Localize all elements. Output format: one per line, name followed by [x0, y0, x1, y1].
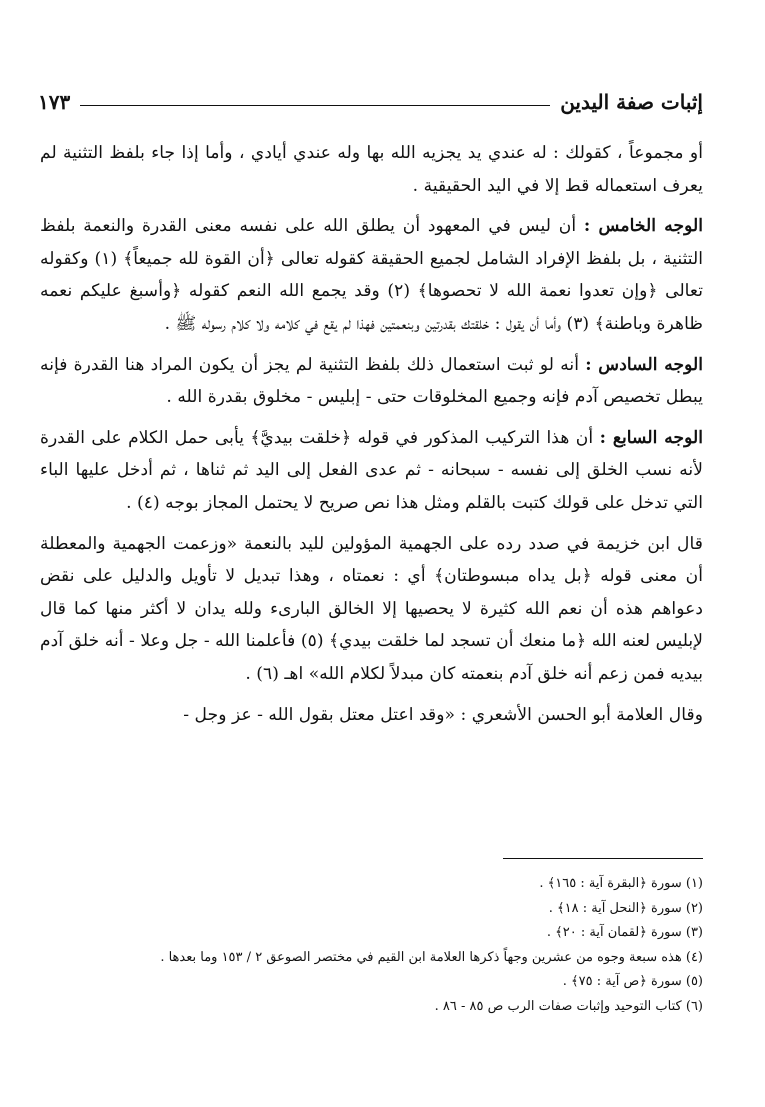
paragraph-lead: الوجه الخامس :	[583, 216, 703, 237]
paragraph-text: أو مجموعاً ، كقولك : له عندي يد يجزيه الله بها وله عندي أيادي ، وأما إذا جاء بلفظ التثنية لم يعرف استعماله قط إلا في اليد الحقيقية .	[40, 143, 703, 196]
page-number: ١٧٣	[38, 90, 71, 114]
running-header	[38, 88, 703, 114]
footnote: (٤) هذه سبعة وجوه من عشرين وجهاً ذكرها العلامة ابن القيم في مختصر الصوعق ٢ / ١٥٣ وما بعدها .	[160, 949, 703, 965]
paragraph-lead: الوجه السابع :	[599, 427, 703, 448]
paragraph	[40, 422, 703, 520]
paragraph-text: وقال العلامة أبو الحسن الأشعري : «وقد اعتل معتل بقول الله - عز وجل -	[183, 704, 703, 725]
paragraph-text: أنه لو ثبت استعمال ذلك بلفظ التثنية لم يجز أن يكون المراد هنا القدرة فإنه يبطل تخصيص آدم فإنه وجميع المخلوقات حتى - إبليس - مخلوق بقدرة الله .	[40, 354, 703, 408]
footnotes	[40, 872, 703, 1020]
paragraph	[40, 528, 703, 691]
paragraph-text: أن هذا التركيب المذكور في قوله ﴿خلقت بيديَّ﴾ يأبى حمل الكلام على القدرة لأنه نسب الخلق إلى نفسه - سبحانه - ثم عدى الفعل إلى اليد ثم ثناها ، ثم أدخل عليها الباء التي تدخل على قولك كتبت بالقلم ومثل هذا نص صريح لا يحتمل المجاز بوجه (٤) .	[40, 427, 703, 513]
paragraph-lead: الوجه السادس :	[585, 354, 703, 375]
paragraph-text: قال ابن خزيمة في صدد رده على الجهمية المؤولين لليد بالنعمة «وزعمت الجهمية والمعطلة أن معنى قوله ﴿بل يداه مبسوطتان﴾ أي : نعمتاه ، وهذا تبديل لا تأويل والدليل على نقض دعواهم هذه أن نعم الله كثيرة لا يحصيها إلا الخالق البارىء ولله يدان لا أكثر منها كما قال لإبليس لعنه الله ﴿ما منعك أن تسجد لما خلقت بيدي﴾ (٥) فأعلمنا الله - جل وعلا - أنه خلق آدم بيديه فمن زعم أنه خلق آدم بنعمته كان مبدلاً لكلام الله» اهـ (٦) .	[40, 533, 704, 684]
running-title: إثبات صفة اليدين	[560, 90, 703, 114]
main-text	[40, 137, 703, 739]
footnote: (١) سورة ﴿البقرة آية : ١٦٥﴾ .	[539, 876, 703, 891]
paragraph	[40, 210, 703, 340]
footnote: (٣) سورة ﴿لقمان آية : ٢٠﴾ .	[546, 925, 703, 941]
paragraph	[40, 699, 703, 732]
footnote: (٢) سورة ﴿النحل آية : ١٨﴾ .	[548, 900, 703, 916]
paragraph	[40, 349, 703, 414]
paragraph-text: أن ليس في المعهود أن يطلق الله على نفسه معنى القدرة والنعمة بلفظ التثنية ، بل بلفظ الإفراد الشامل لجميع الحقيقة كقوله تعالى ﴿أن القوة لله جميعاً﴾ (١) وكقوله تعالى ﴿وإن تعدوا نعمة الله لا تحصوها﴾ (٢) وقد يجمع الله النعم كقوله ﴿وأسبغ عليكم نعمه ظاهرة وباطنة﴾ (٣) وأما أن يقول : خلقتك بقدرتين وبنعمتين فهذا لم يقع في كلامه ولا كلام رسوله ﷺ .	[40, 216, 703, 334]
header-rule	[80, 105, 550, 106]
footnote: (٥) سورة ﴿ص آية : ٧٥﴾ .	[562, 974, 703, 990]
paragraph	[40, 137, 703, 202]
footnote: (٦) كتاب التوحيد وإثبات صفات الرب ص ٨٥ - ٨٦ .	[434, 998, 703, 1014]
footnote-separator	[503, 858, 703, 859]
